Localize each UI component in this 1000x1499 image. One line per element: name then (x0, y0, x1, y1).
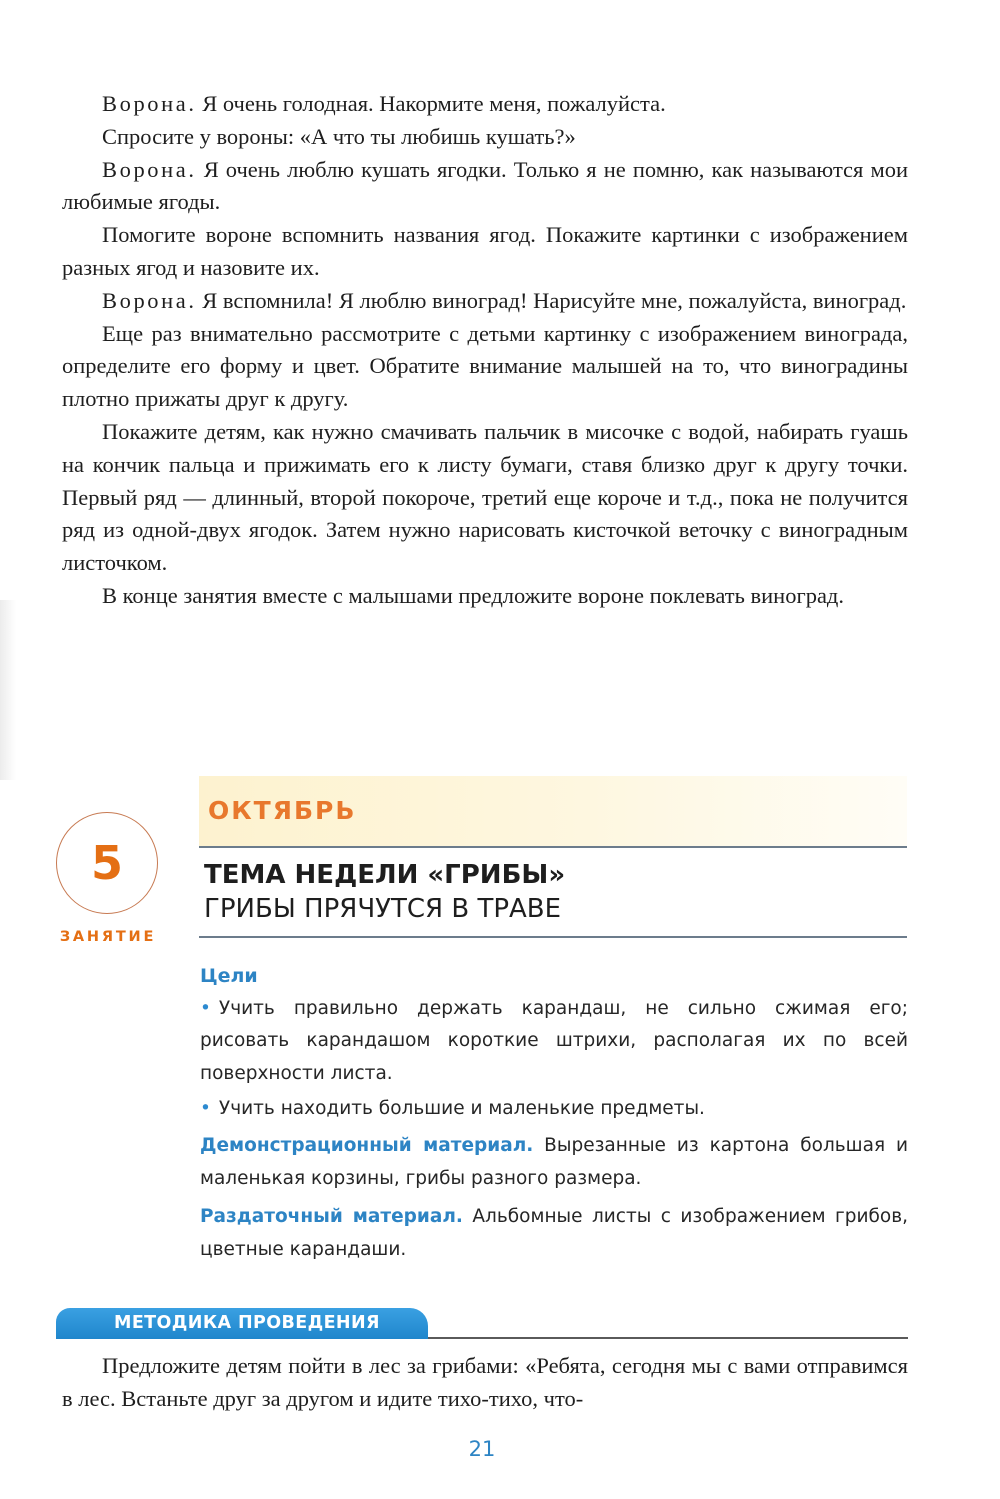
page-number: 21 (468, 1437, 496, 1461)
paragraph-text: Покажите детям, как нужно смачивать пальчик в мисочке с водой, набирать гуашь на кончик пальца и прижимать его к листу бумаги, ставя близко друг к другу точки. Первый ряд — длинный, второй покороче, третий еще короче и т.д., пока не получится ряд из одной-двух ягодок. Затем нужно нарисовать кисточкой веточку с виноградным листочком. (62, 418, 908, 576)
paragraph (62, 154, 908, 220)
paragraph (62, 416, 908, 580)
paragraph-text: Предложите детям пойти в лес за грибами: «Ребята, сегодня мы с вами отправимся в лес. Встаньте друг за другом и идите тихо-тихо, что- (62, 1353, 908, 1411)
month-title: ОКТЯБРЬ (208, 796, 357, 825)
handout-material-text: Альбомные листы с изображением грибов, цветные карандаши. (200, 1206, 908, 1260)
bullet-icon: • (200, 1098, 211, 1120)
divider (199, 846, 907, 848)
lesson-title: ГРИБЫ ПРЯЧУТСЯ В ТРАВЕ (204, 894, 562, 924)
goals-section (200, 960, 908, 1266)
paragraph (62, 88, 908, 121)
paragraph-text: Я вспомнила! Я люблю виноград! Нарисуйте мне, пожалуйста, виноград. (196, 287, 907, 313)
paragraph-text: В конце занятия вместе с малышами предложите вороне поклевать виноград. (102, 582, 845, 608)
story-text (62, 88, 908, 613)
divider (428, 1337, 908, 1339)
paragraph (62, 219, 908, 285)
divider (199, 936, 907, 938)
handout-material-label: Раздаточный материал. (200, 1206, 463, 1228)
demo-material (200, 1130, 908, 1195)
paragraph-text: Я очень голодная. Накормите меня, пожалуйста. (196, 91, 666, 116)
paragraph (62, 580, 908, 613)
demo-material-text: Вырезанные из картона большая и маленькая корзины, грибы разного размера. (200, 1134, 908, 1189)
lesson-number: 5 (90, 836, 123, 890)
paragraph-text: Помогите вороне вспомнить названия ягод. Покажите картинки с изображением разных ягод и назовите их. (62, 222, 908, 280)
lesson-label: ЗАНЯТИЕ (59, 929, 157, 945)
goals-title: Цели (200, 965, 258, 987)
method-section-tab: МЕТОДИКА ПРОВЕДЕНИЯ (56, 1308, 428, 1339)
goal-text: Учить находить большие и маленькие предметы. (218, 1098, 705, 1120)
method-text (62, 1350, 908, 1416)
paragraph (62, 285, 908, 318)
handout-material (200, 1201, 908, 1266)
lesson-number-badge (56, 812, 158, 914)
paragraph (62, 121, 908, 154)
goal-item (200, 993, 908, 1091)
demo-material-label: Демонстрационный материал. (200, 1134, 534, 1156)
paragraph-text: Еще раз внимательно рассмотрите с детьми картинку с изображением винограда, определите его форму и цвет. Обратите внимание малышей на то, что виноградины плотно прижаты друг к другу. (62, 320, 908, 412)
goal-item (200, 1093, 908, 1126)
speaker-name: Ворона. (102, 287, 197, 313)
paragraph (62, 1350, 908, 1416)
bullet-icon: • (200, 997, 211, 1019)
speaker-name: Ворона. (102, 91, 197, 116)
paragraph-text: Спросите у вороны: «А что ты любишь кушать?» (102, 123, 576, 149)
page-edge-shadow (0, 600, 16, 780)
paragraph-text: Я очень люблю кушать ягодки. Только я не помню, как называются мои любимые ягоды. (62, 156, 908, 215)
paragraph (62, 318, 908, 416)
goal-text: Учить правильно держать карандаш, не сильно сжимая его; рисовать карандашом короткие штрихи, располагая их по всей поверхности листа. (200, 997, 908, 1084)
week-theme: ТЕМА НЕДЕЛИ «ГРИБЫ» (204, 860, 566, 890)
speaker-name: Ворона. (102, 156, 197, 182)
